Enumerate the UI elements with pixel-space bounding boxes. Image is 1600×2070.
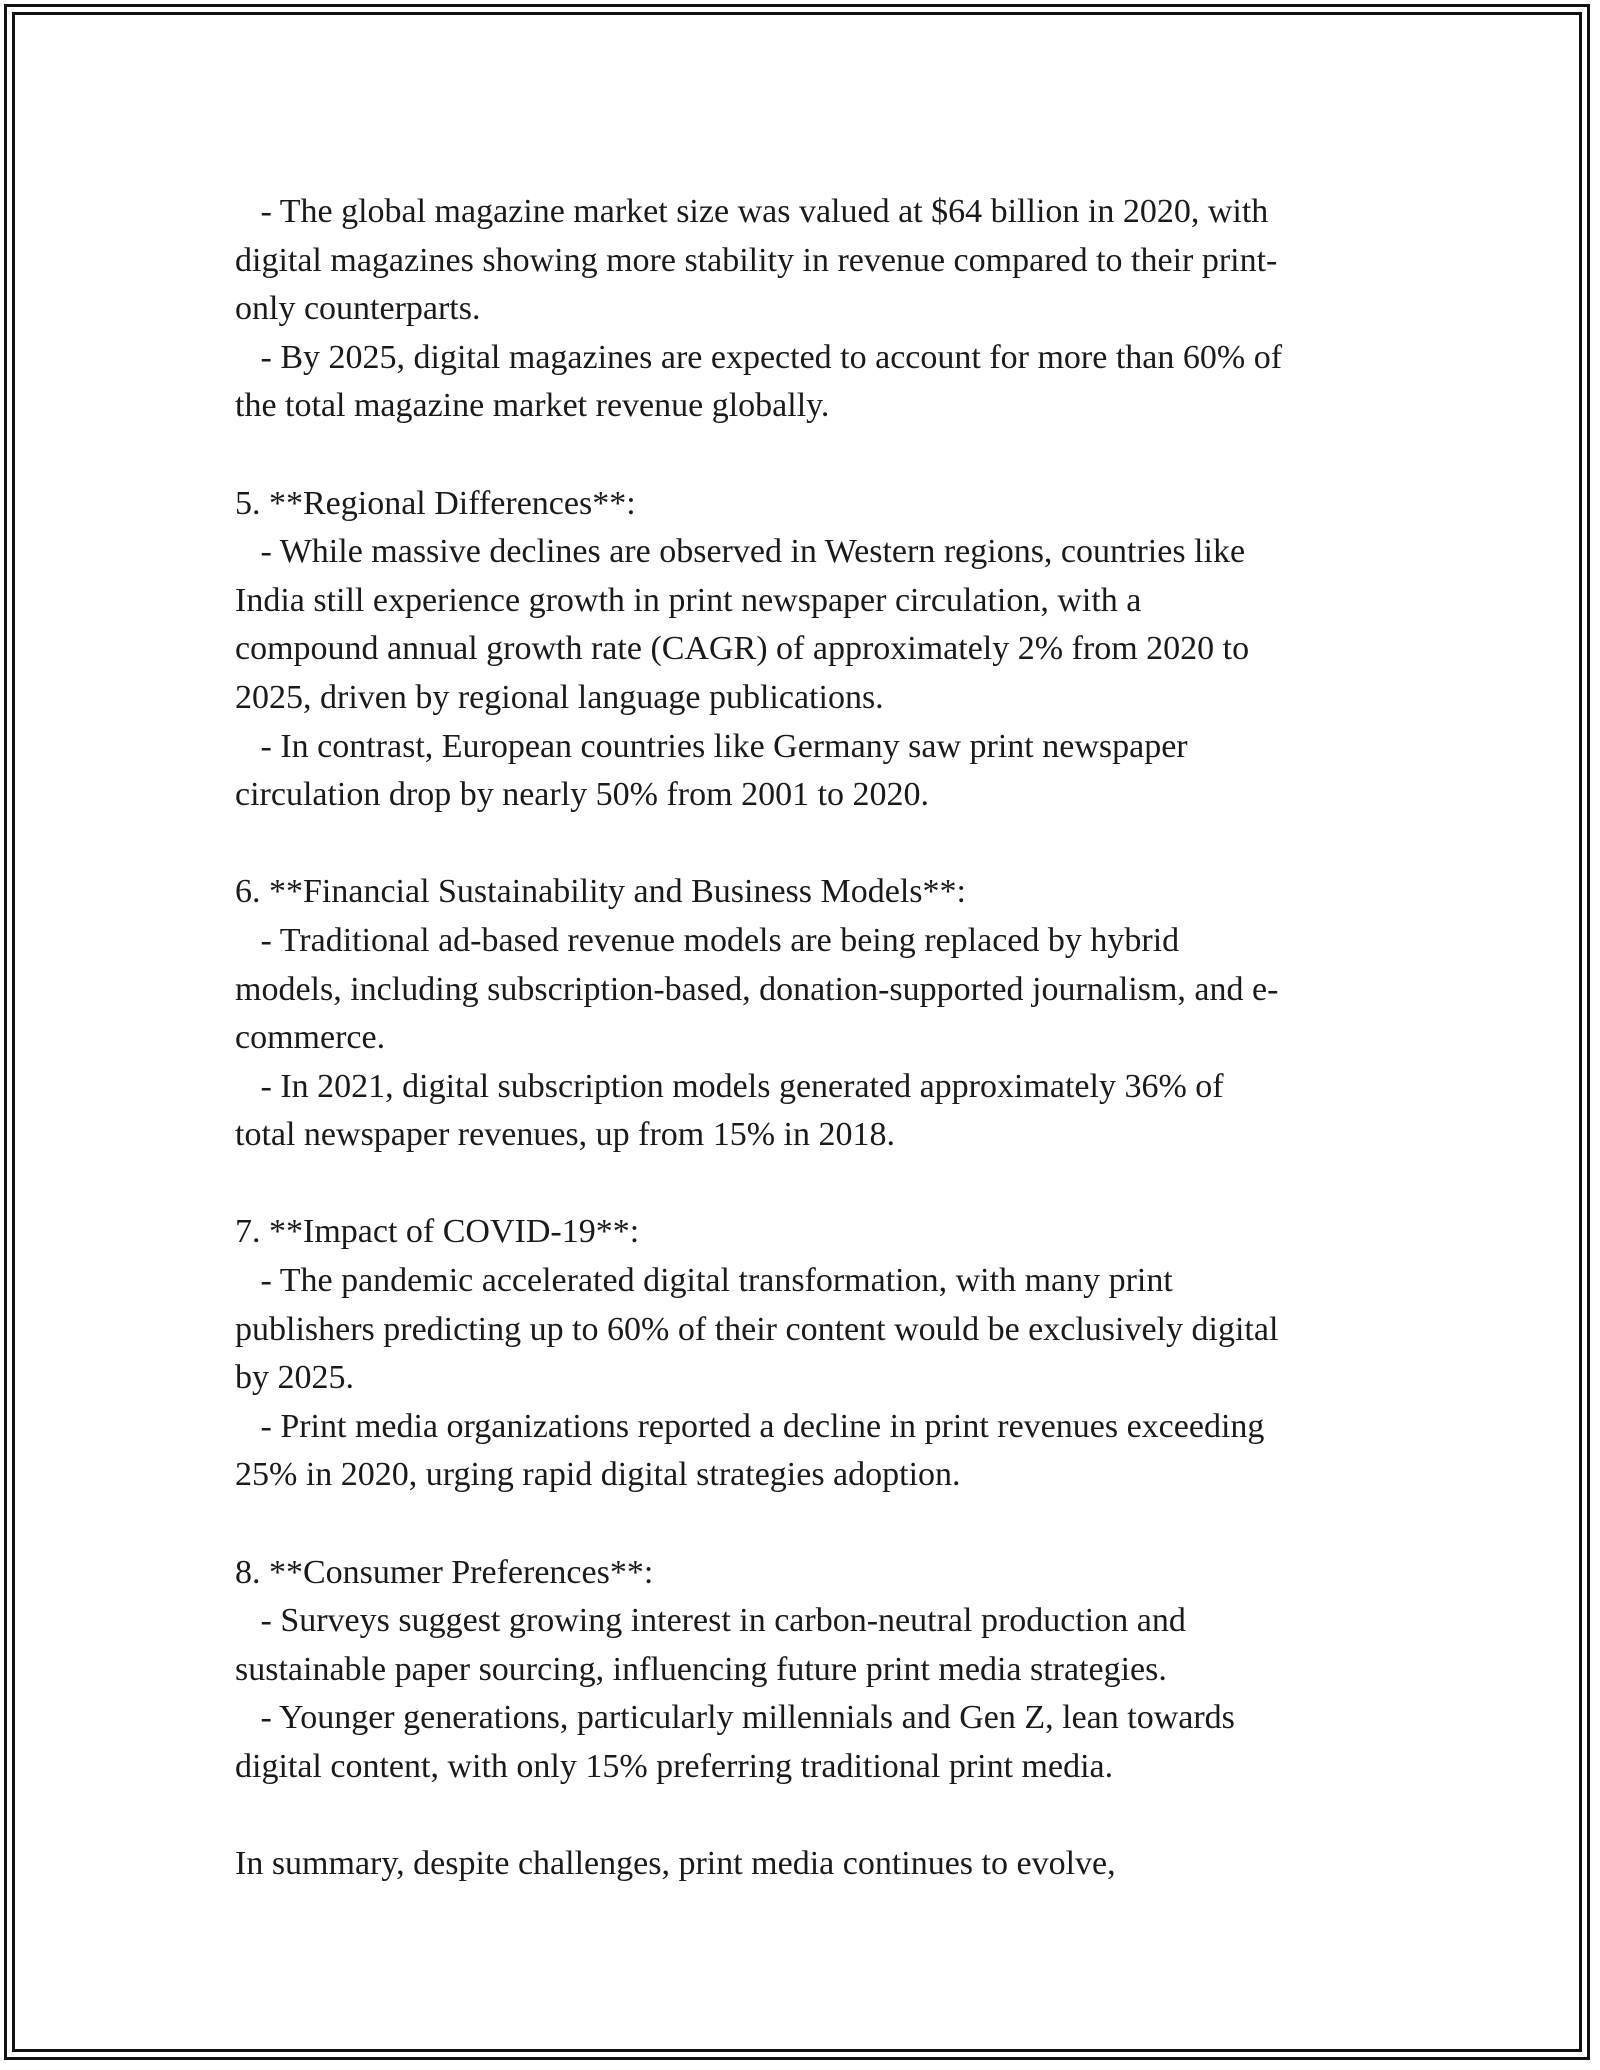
paragraph-gap	[235, 1160, 1375, 1209]
paragraph-gap	[235, 820, 1375, 869]
section-heading: 7. **Impact of COVID-19**:	[235, 1213, 640, 1251]
text-line: - In contrast, European countries like Germany saw print newspaper	[235, 727, 1188, 765]
text-line: by 2025.	[235, 1359, 354, 1397]
text-line: publishers predicting up to 60% of their content would be exclusively digital	[235, 1310, 1279, 1348]
section-heading: 5. **Regional Differences**:	[235, 484, 636, 522]
text-line: sustainable paper sourcing, influencing future print media strategies.	[235, 1650, 1167, 1688]
text-line: digital magazines showing more stability in revenue compared to their print-	[235, 241, 1278, 279]
text-line: the total magazine market revenue globally.	[235, 387, 830, 425]
text-line: - In 2021, digital subscription models generated approximately 36% of	[235, 1067, 1224, 1105]
paragraph-gap	[235, 1792, 1375, 1841]
text-line: India still experience growth in print newspaper circulation, with a	[235, 581, 1142, 619]
text-line: compound annual growth rate (CAGR) of approximately 2% from 2020 to	[235, 630, 1250, 668]
section-heading: 6. **Financial Sustainability and Business Models**:	[235, 873, 966, 911]
summary-line: In summary, despite challenges, print media continues to evolve,	[235, 1845, 1116, 1883]
paragraph-gap	[235, 1500, 1375, 1549]
text-line: 2025, driven by regional language publications.	[235, 678, 884, 716]
text-line: - Younger generations, particularly millennials and Gen Z, lean towards	[235, 1699, 1235, 1737]
text-line: - Traditional ad-based revenue models are being replaced by hybrid	[235, 921, 1180, 959]
text-line: digital content, with only 15% preferring traditional print media.	[235, 1748, 1114, 1785]
text-line: - While massive declines are observed in Western regions, countries like	[235, 533, 1246, 571]
document-body	[235, 188, 1375, 1889]
text-line: - The global magazine market size was valued at $64 billion in 2020, with	[235, 193, 1269, 230]
text-line: only counterparts.	[235, 290, 481, 328]
text-line: - Print media organizations reported a decline in print revenues exceeding	[235, 1407, 1265, 1445]
paragraph-gap	[235, 431, 1375, 480]
text-line: commerce.	[235, 1019, 386, 1057]
section-heading: 8. **Consumer Preferences**:	[235, 1553, 654, 1591]
text-line: 25% in 2020, urging rapid digital strategies adoption.	[235, 1456, 961, 1494]
text-line: - Surveys suggest growing interest in carbon-neutral production and	[235, 1602, 1186, 1640]
text-line: circulation drop by nearly 50% from 2001 to 2020.	[235, 776, 930, 814]
text-line: total newspaper revenues, up from 15% in 2018.	[235, 1116, 895, 1154]
text-line: - The pandemic accelerated digital transformation, with many print	[235, 1262, 1173, 1300]
text-line: - By 2025, digital magazines are expected to account for more than 60% of	[235, 338, 1283, 376]
text-line: models, including subscription-based, donation-supported journalism, and e-	[235, 970, 1279, 1008]
